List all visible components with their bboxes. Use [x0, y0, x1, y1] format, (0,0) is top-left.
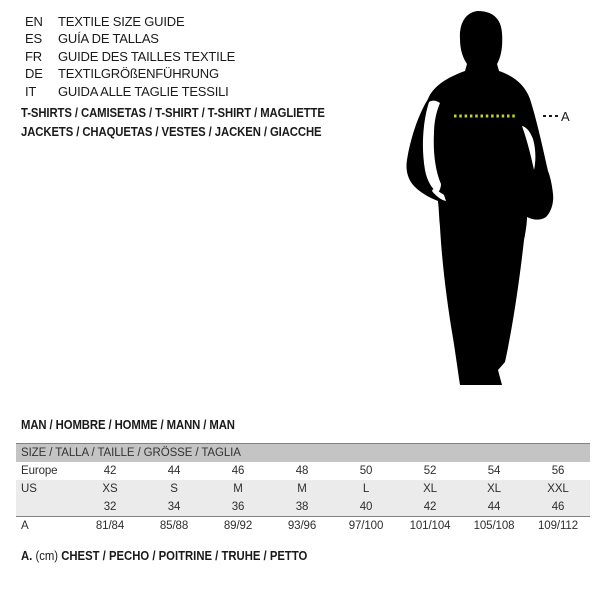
- size-cell: 97/100: [348, 520, 384, 532]
- man-body-shape: [406, 11, 553, 385]
- size-cell: 52: [423, 465, 437, 477]
- size-cell: 56: [551, 465, 565, 477]
- size-cell: M: [233, 483, 243, 495]
- language-row: [25, 13, 235, 30]
- category-line-tshirts: T-SHIRTS / CAMISETAS / T-SHIRT / T-SHIRT / MAGLIETTE: [21, 105, 325, 120]
- size-cell: 38: [295, 501, 309, 513]
- language-code: EN: [25, 14, 43, 29]
- language-label: GUIDA ALLE TAGLIE TESSILI: [58, 83, 229, 99]
- size-cell: 44: [167, 465, 181, 477]
- language-code: IT: [25, 83, 37, 99]
- size-cell: XS: [102, 483, 118, 495]
- row-label: US: [21, 483, 37, 495]
- category-titles: [21, 103, 325, 141]
- footnote-unit: (cm): [32, 548, 62, 563]
- size-cell: 34: [167, 501, 181, 513]
- language-label: TEXTILE SIZE GUIDE: [58, 14, 185, 29]
- size-cell: 48: [295, 465, 309, 477]
- language-label: GUÍA DE TALLAS: [58, 31, 159, 47]
- measure-label-a: A: [561, 109, 570, 124]
- size-cell: 93/96: [287, 520, 317, 532]
- size-cell: 46: [551, 501, 565, 513]
- size-cell: L: [362, 483, 370, 495]
- size-table-body: [16, 462, 590, 535]
- size-cell: M: [297, 483, 307, 495]
- size-table-header: SIZE / TALLA / TAILLE / GRÖSSE / TAGLIA: [16, 444, 590, 462]
- size-cell: 54: [487, 465, 501, 477]
- table-row: [16, 462, 590, 480]
- language-code: FR: [25, 48, 42, 64]
- row-label: A: [21, 520, 29, 532]
- table-row: [16, 480, 590, 498]
- size-cell: 89/92: [223, 520, 253, 532]
- size-cell: 44: [487, 501, 501, 513]
- measurement-figure: [400, 0, 600, 400]
- size-table: [16, 443, 590, 535]
- language-row: [25, 30, 235, 47]
- size-cell: 36: [231, 501, 245, 513]
- language-label: TEXTILGRÖßENFÜHRUNG: [58, 66, 219, 82]
- size-cell: 81/84: [95, 520, 125, 532]
- language-label: GUIDE DES TAILLES TEXTILE: [58, 48, 236, 64]
- size-cell: 101/104: [409, 520, 451, 532]
- measurement-footnote: [21, 548, 307, 563]
- size-cell: 105/108: [473, 520, 515, 532]
- language-row: [25, 83, 235, 100]
- size-cell: 32: [103, 501, 117, 513]
- size-cell: 109/112: [537, 520, 579, 532]
- size-cell: XL: [423, 483, 437, 495]
- language-row: [25, 65, 235, 82]
- table-row: [16, 498, 590, 516]
- language-code: DE: [25, 66, 43, 82]
- size-cell: 85/88: [159, 520, 189, 532]
- size-cell: S: [170, 483, 178, 495]
- size-cell: XL: [487, 483, 501, 495]
- man-silhouette: [400, 0, 600, 400]
- size-cell: 42: [423, 501, 437, 513]
- size-cell: 40: [359, 501, 373, 513]
- size-cell: 50: [359, 465, 373, 477]
- footnote-key: A.: [21, 548, 33, 563]
- category-line-jackets: JACKETS / CHAQUETAS / VESTES / JACKEN / GIACCHE: [21, 124, 322, 139]
- size-cell: 42: [103, 465, 117, 477]
- section-title: MAN / HOMBRE / HOMME / MANN / MAN: [21, 417, 235, 432]
- row-label: Europe: [21, 465, 58, 477]
- table-row: [16, 516, 590, 535]
- footnote-label: CHEST / PECHO / POITRINE / TRUHE / PETTO: [61, 548, 308, 563]
- language-list: [25, 13, 235, 100]
- size-cell: 46: [231, 465, 245, 477]
- size-cell: XXL: [547, 483, 569, 495]
- language-row: [25, 48, 235, 65]
- row-label: [16, 498, 78, 516]
- language-code: ES: [25, 31, 42, 47]
